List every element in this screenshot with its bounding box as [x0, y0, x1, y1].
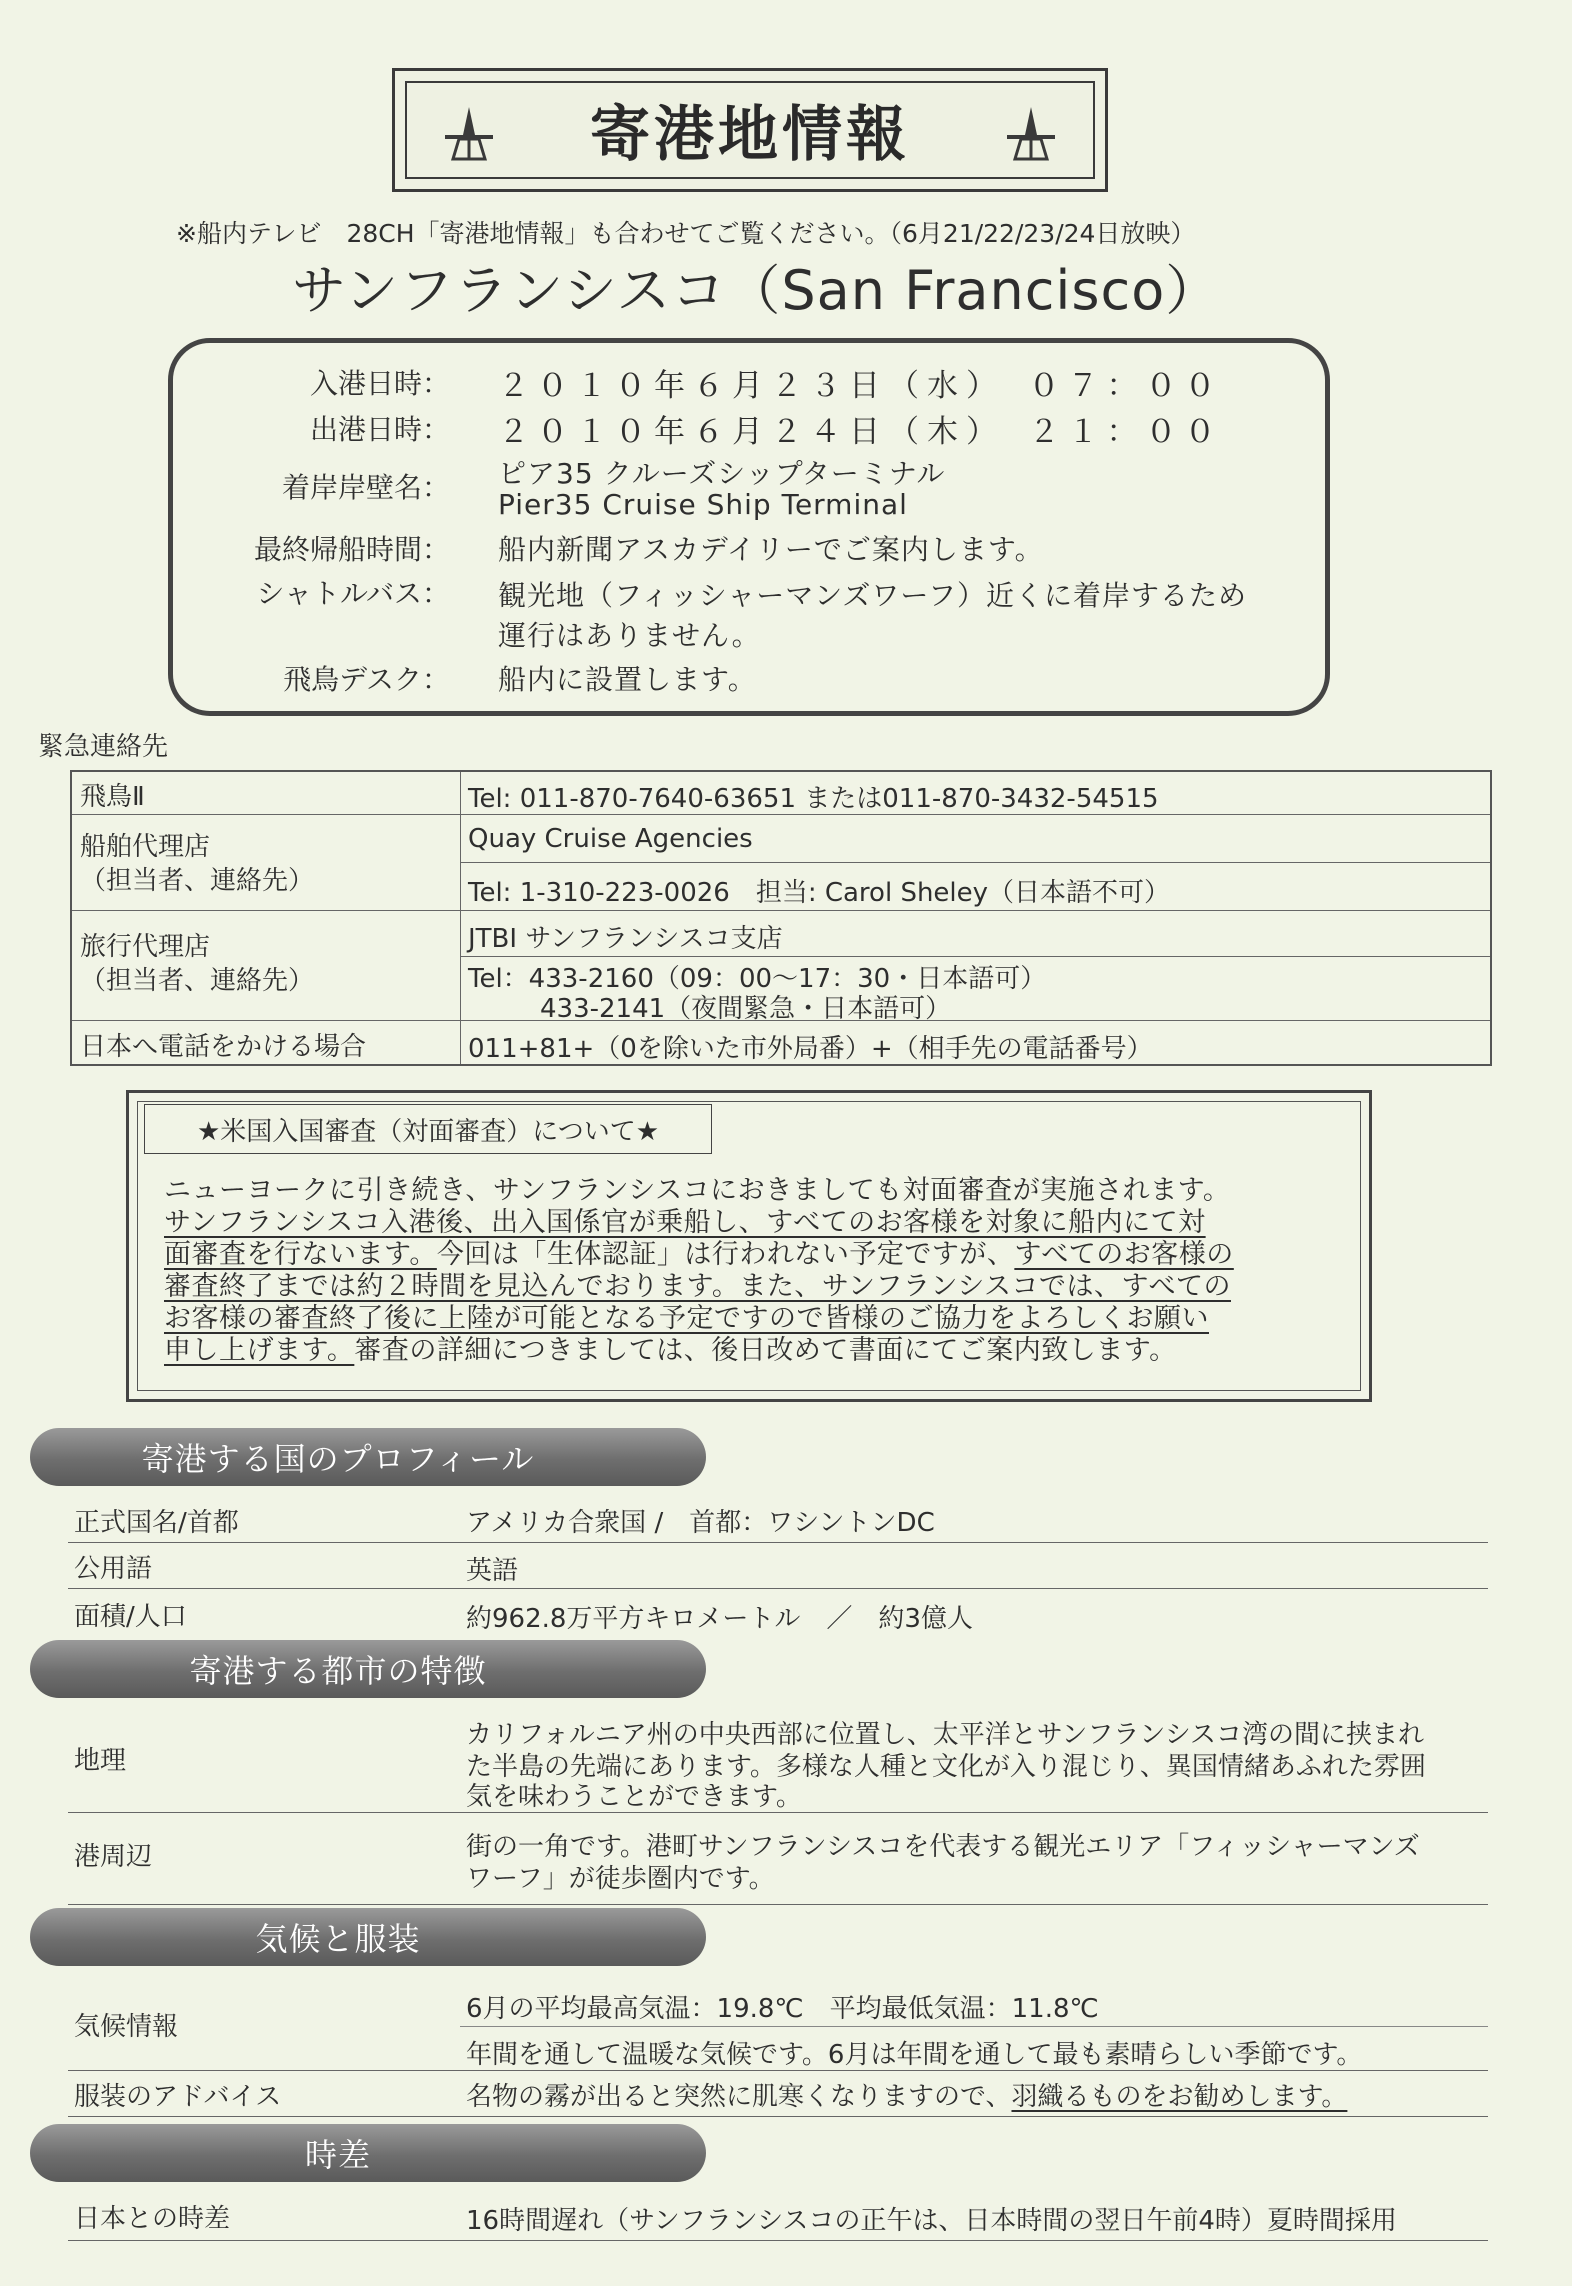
- climate-info-line: 年間を通して温暖な気候です。6月は年間を通して最も素晴らしい季節です。: [466, 2040, 1363, 2070]
- section-heading-city: 寄港する都市の特徴: [30, 1640, 706, 1698]
- section-heading-time-diff: 時差: [30, 2124, 706, 2182]
- geography-line: カリフォルニア州の中央西部に位置し、太平洋とサンフランシスコ湾の間に挟まれ: [466, 1720, 1424, 1750]
- desk-label: 飛鳥デスク：: [283, 663, 450, 696]
- table-row-divider: [72, 910, 1490, 911]
- shuttle-value-1: 観光地（フィッシャーマンズワーフ）近くに着岸するため: [498, 579, 1247, 612]
- page-title: 寄港地情報: [590, 100, 910, 170]
- departure-label: 出港日時：: [309, 413, 450, 446]
- last-boarding-value: 船内新聞アスカデイリーでご案内します。: [498, 533, 1044, 566]
- berth-value-jp: ピア35 クルーズシップターミナル: [498, 457, 946, 490]
- immigration-line: サンフランシスコ入港後、出入国係官が乗船し、すべてのお客様を対象に船内にて対: [164, 1207, 1206, 1238]
- climate-info-line: 6月の平均最高気温：19.8℃ 平均最低気温：11.8℃: [466, 1994, 1099, 2024]
- immigration-line-underlined: すべての: [1121, 1271, 1231, 1302]
- port-area-line: ワーフ」が徒歩圏内です。: [466, 1864, 775, 1894]
- immigration-line: ニューヨークに引き続き、サンフランシスコにおきましても対面審査が実施されます。: [164, 1175, 1231, 1206]
- port-area-line: 街の一角です。港町サンフランシスコを代表する観光エリア「フィッシャーマンズ: [466, 1832, 1420, 1862]
- travel-agent-name: JTBI サンフランシスコ支店: [468, 924, 783, 954]
- travel-agent-tel-1: Tel：433-2160（09：00～17：30・日本語可）: [468, 964, 1047, 994]
- arrival-label: 入港日時：: [309, 367, 450, 400]
- last-boarding-label: 最終帰船時間：: [253, 533, 450, 566]
- tv-note: ※船内テレビ 28CH「寄港地情報」も合わせてご覧ください。（6月21/22/23/24日放映）: [176, 219, 1196, 248]
- travel-agent-label: 旅行代理店: [80, 932, 211, 962]
- row-divider: [68, 2240, 1488, 2241]
- section-heading-country: 寄港する国のプロフィール: [30, 1428, 706, 1486]
- section-heading-climate: 気候と服装: [30, 1908, 706, 1966]
- clothing-advice-label: 服装のアドバイス: [74, 2082, 282, 2112]
- emergency-heading: 緊急連絡先: [38, 732, 169, 762]
- agent-tel: Tel: 1-310-223-0026 担当: Carol Sheley（日本語不可）: [468, 878, 1171, 908]
- shuttle-label: シャトルバス：: [256, 577, 450, 610]
- desk-value: 船内に設置します。: [498, 663, 757, 696]
- immigration-line-part: 今回は「生体認証」は行われない予定ですが、: [436, 1239, 1015, 1270]
- call-japan-value: 011+81+（0を除いた市外局番）+（相手先の電話番号）: [468, 1034, 1153, 1064]
- clothing-advice-value: [466, 2076, 1347, 2113]
- immigration-line: [164, 1328, 1177, 1367]
- port-area-label: 港周辺: [74, 1842, 153, 1872]
- shuttle-value-2: 運行はありません。: [498, 619, 761, 652]
- immigration-line-part: 審査の詳細につきましては、後日改めて書面にてご案内致します。: [354, 1335, 1177, 1366]
- geography-label: 地理: [74, 1746, 127, 1776]
- arrival-value: ２０１０年６月２３日（水） ０７：００: [498, 368, 1224, 404]
- berth-label: 着岸岸壁名：: [281, 471, 450, 504]
- departure-value: ２０１０年６月２４日（木） ２１：００: [498, 414, 1224, 450]
- country-name-value: アメリカ合衆国 / 首都：ワシントンDC: [466, 1508, 935, 1538]
- call-japan-label: 日本へ電話をかける場合: [80, 1032, 367, 1062]
- table-row-divider: [460, 862, 1490, 863]
- title-plaque: [392, 68, 1108, 192]
- travel-agent-tel-2: 433-2141（夜間緊急・日本語可）: [540, 994, 952, 1024]
- row-divider: [68, 1542, 1488, 1543]
- area-value: 約962.8万平方キロメートル ／ 約3億人: [466, 1604, 973, 1634]
- agent-label: 船舶代理店: [80, 832, 211, 862]
- ship-tel: Tel: 011-870-7640-63651 または011-870-3432-54515: [468, 784, 1159, 814]
- ship-emblem-icon: [441, 105, 497, 163]
- table-row-divider: [460, 956, 1490, 957]
- row-divider: [68, 2070, 1488, 2071]
- time-diff-value: 16時間遅れ（サンフランシスコの正午は、日本時間の翌日午前4時）夏時間採用: [466, 2206, 1397, 2236]
- immigration-line-underlined: すべてのお客様の: [1014, 1239, 1234, 1270]
- language-label: 公用語: [74, 1554, 153, 1584]
- berth-value-en: Pier35 Cruise Ship Terminal: [498, 488, 908, 521]
- ship-label: 飛鳥Ⅱ: [80, 782, 145, 812]
- geography-line: 気を味わうことができます。: [466, 1782, 802, 1812]
- row-divider: [460, 2026, 1488, 2027]
- emergency-table: [70, 770, 1492, 1066]
- clothing-advice-underlined: 羽織るものをお勧めします。: [1011, 2082, 1348, 2112]
- row-divider: [68, 1588, 1488, 1589]
- row-divider: [68, 2116, 1488, 2117]
- area-label: 面積/人口: [74, 1602, 187, 1632]
- row-divider: [68, 1812, 1488, 1813]
- ship-emblem-icon: [1003, 105, 1059, 163]
- climate-info-label: 気候情報: [74, 2012, 179, 2042]
- country-name-label: 正式国名/首都: [74, 1508, 239, 1538]
- agent-name: Quay Cruise Agencies: [468, 824, 753, 854]
- title-plaque-inner: [405, 81, 1095, 179]
- time-diff-label: 日本との時差: [74, 2204, 231, 2234]
- clothing-advice-part: 名物の霧が出ると突然に肌寒くなりますので、: [466, 2082, 1012, 2112]
- immigration-line-underlined: 面審査を行ないます。: [164, 1239, 437, 1270]
- immigration-line: お客様の審査終了後に上陸が可能となる予定ですので皆様のご協力をよろしくお願い: [164, 1303, 1209, 1334]
- geography-line: た半島の先端にあります。多様な人種と文化が入り混じり、異国情緒あふれた雰囲: [466, 1752, 1426, 1782]
- immigration-line-underlined: 申し上げます。: [164, 1335, 355, 1366]
- travel-agent-label-sub: （担当者、連絡先）: [80, 966, 315, 996]
- row-divider: [68, 1904, 1488, 1905]
- port-name: サンフランシスコ（San Francisco）: [292, 259, 1221, 322]
- agent-label-sub: （担当者、連絡先）: [80, 866, 315, 896]
- language-value: 英語: [466, 1556, 519, 1586]
- immigration-notice-title: ★米国入国審査（対面審査）について★: [144, 1104, 712, 1154]
- immigration-line-underlined: 審査終了までは約２時間を見込んでおります。また、サンフランシスコでは、: [164, 1271, 1122, 1302]
